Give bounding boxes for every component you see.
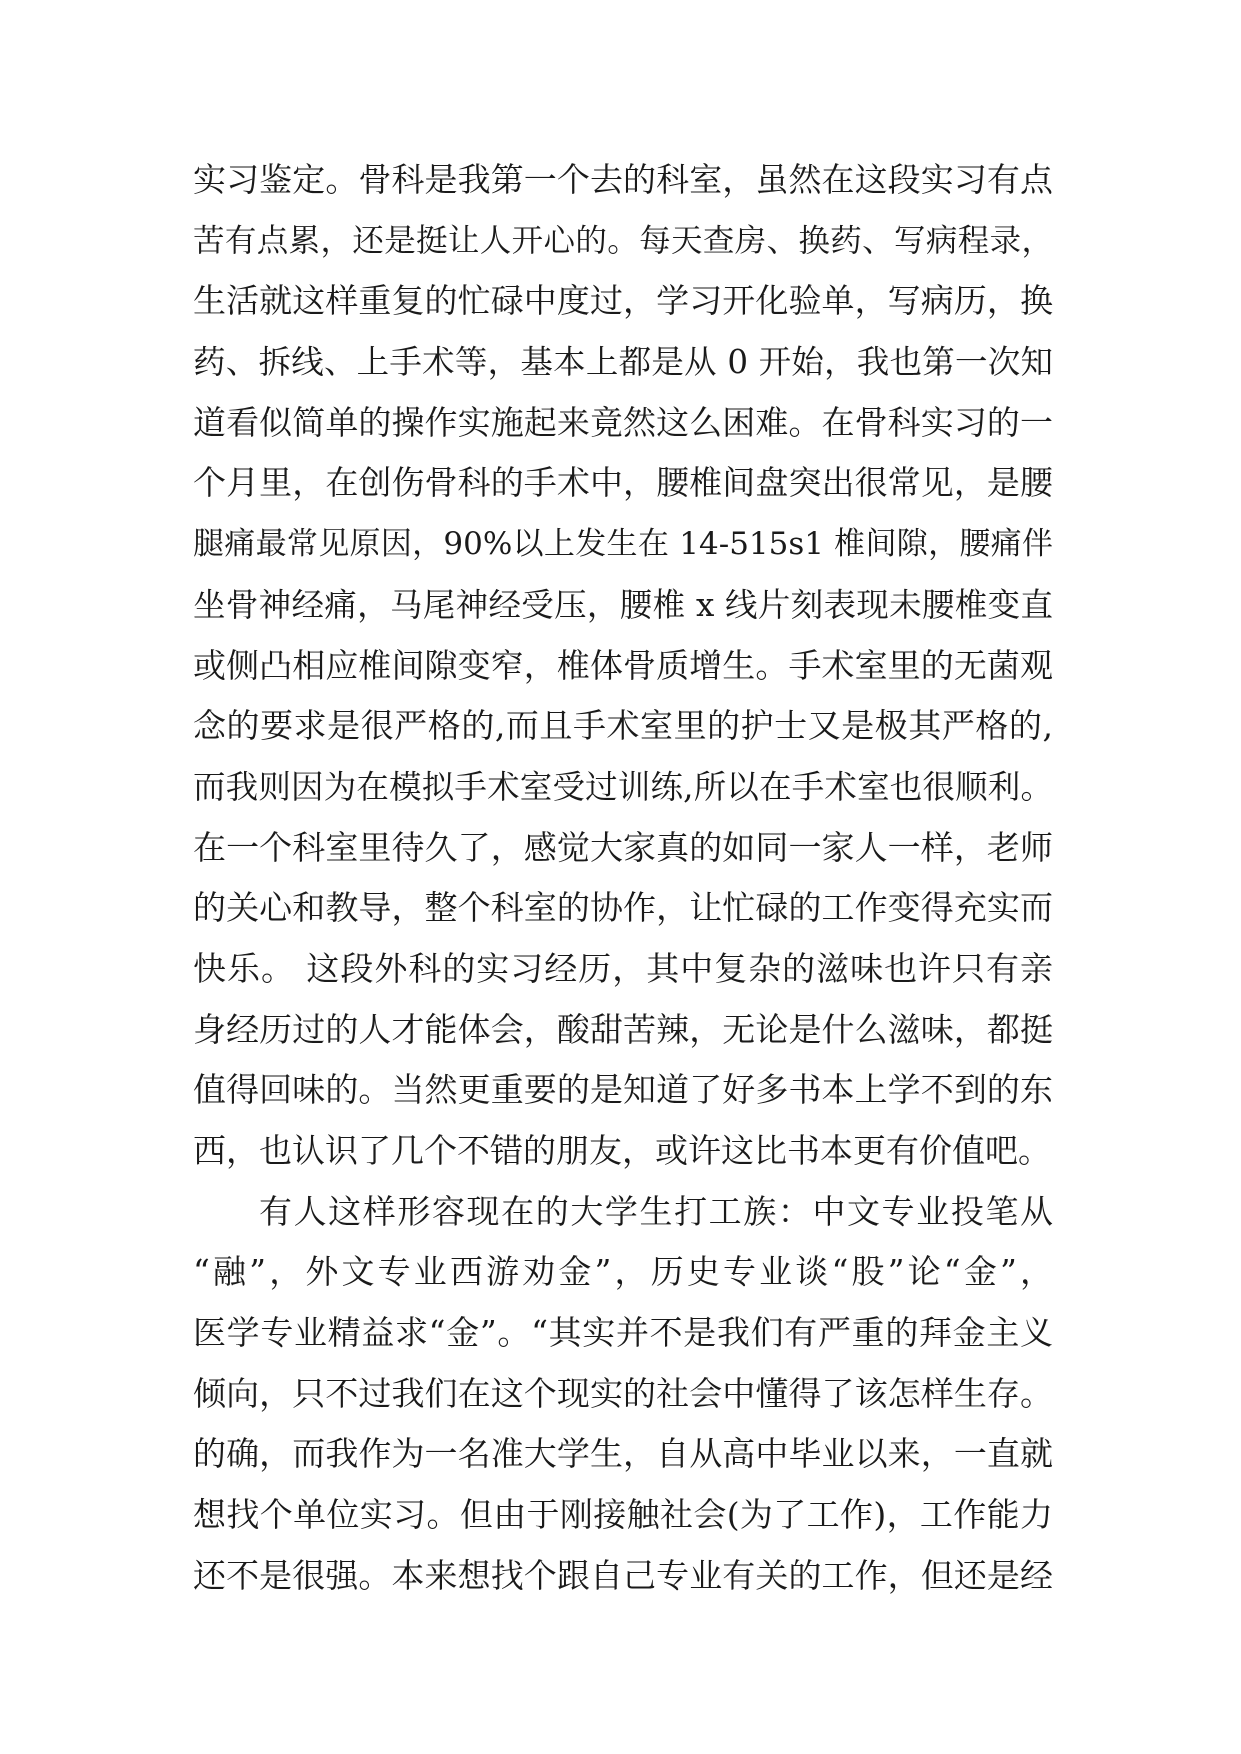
text-line: 西，也认识了几个不错的朋友，或许这比书本更有价值吧。: [193, 1131, 1051, 1170]
text-line: 倾向，只不过我们在这个现实的社会中懂得了该怎样生存。: [193, 1373, 1053, 1413]
text-line: 还不是很强。本来想找个跟自己专业有关的工作，但还是经: [193, 1555, 1053, 1595]
text-line: 苦有点累，还是挺让人开心的。每天查房、换药、写病程录，: [193, 222, 1053, 259]
text-line: 腿痛最常见原因，90%以上发生在 14-515s1 椎间隙，腰痛伴: [193, 526, 1053, 563]
text-line: 医学专业精益求“金”。“其实并不是我们有严重的拜金主义: [193, 1313, 1053, 1353]
text-line: 在一个科室里待久了，感觉大家真的如同一家人一样，老师: [193, 827, 1053, 867]
text-line: 而我则因为在模拟手术室受过训练,所以在手术室也很顺利。: [193, 767, 1053, 806]
text-line: 快乐。 这段外科的实习经历，其中复杂的滋味也许只有亲: [193, 948, 1053, 988]
body-text: [193, 150, 1053, 1607]
text-line: 实习鉴定。骨科是我第一个去的科室，虽然在这段实习有点: [193, 160, 1053, 199]
text-line: 道看似简单的操作实施起来竟然这么困难。在骨科实习的一: [193, 402, 1053, 442]
text-line: 值得回味的。当然更重要的是知道了好多书本上学不到的东: [193, 1070, 1053, 1110]
text-line: 想找个单位实习。但由于刚接触社会(为了工作)，工作能力: [193, 1495, 1053, 1535]
text-line: “融”，外文专业西游劝金”，历史专业谈“股”论“金”，: [193, 1252, 1053, 1292]
text-line: 坐骨神经痛，马尾神经受压，腰椎 x 线片刻表现未腰椎变直: [193, 585, 1053, 624]
text-line: 或侧凸相应椎间隙变窄，椎体骨质增生。手术室里的无菌观: [193, 645, 1053, 685]
text-line: 的确，而我作为一名准大学生，自从高中毕业以来，一直就: [193, 1434, 1053, 1474]
text-line: 个月里，在创伤骨科的手术中，腰椎间盘突出很常见，是腰: [193, 463, 1053, 503]
text-line: 药、拆线、上手术等，基本上都是从 0 开始，我也第一次知: [193, 343, 1053, 382]
text-line: 身经历过的人才能体会，酸甜苦辣，无论是什么滋味，都挺: [193, 1009, 1053, 1049]
text-line: 念的要求是很严格的,而且手术室里的护士又是极其严格的,: [193, 706, 1053, 746]
paragraph-start-line: 有人这样形容现在的大学生打工族：中文专业投笔从: [259, 1191, 1053, 1231]
text-line: 生活就这样重复的忙碌中度过，学习开化验单，写病历，换: [193, 281, 1053, 321]
text-line: 的关心和教导，整个科室的协作，让忙碌的工作变得充实而: [193, 888, 1053, 928]
